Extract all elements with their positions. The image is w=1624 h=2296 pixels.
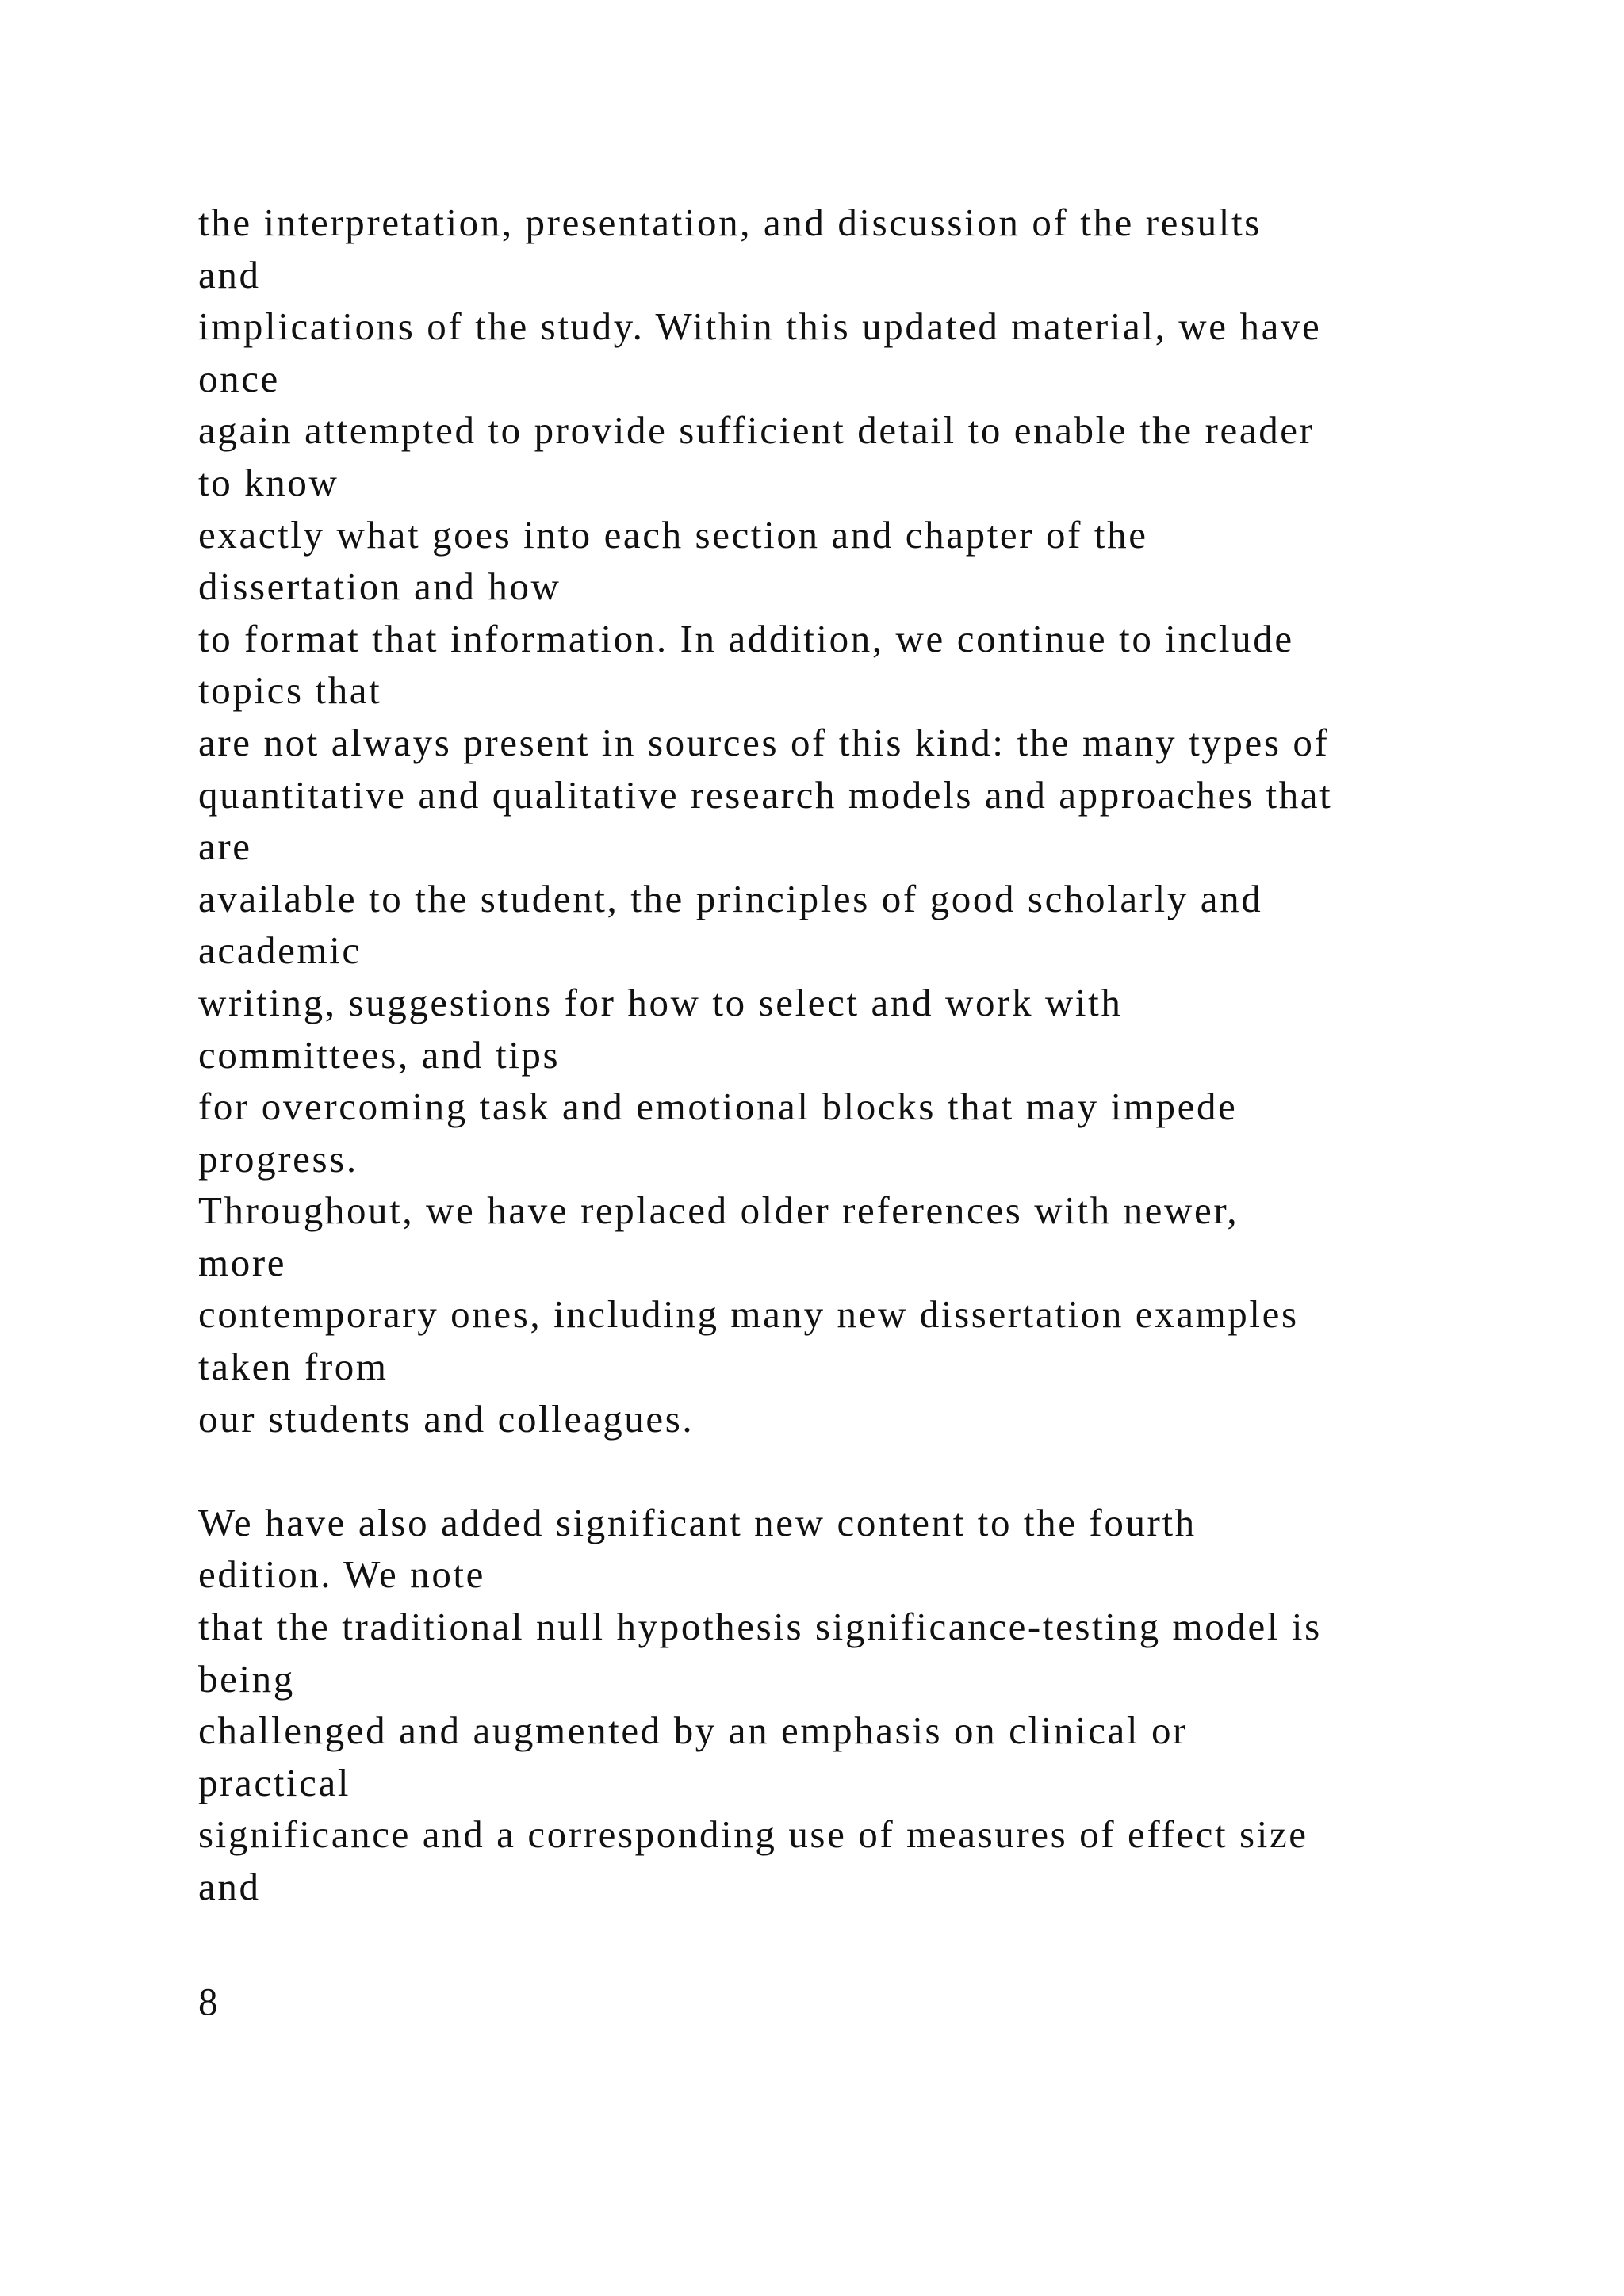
- text-line: are not always present in sources of this kind: the many types of: [198, 720, 1330, 764]
- text-line: the interpretation, presentation, and discussion of the results: [198, 201, 1262, 244]
- text-line: our students and colleagues.: [198, 1396, 695, 1441]
- text-line: academic: [198, 928, 362, 973]
- text-line: topics that: [198, 668, 382, 713]
- text-line: dissertation and how: [198, 564, 561, 609]
- text-line: quantitative and qualitative research models and approaches that: [198, 772, 1333, 817]
- text-line: implications of the study. Within this updated material, we have: [198, 304, 1322, 349]
- text-line: taken from: [198, 1345, 389, 1389]
- text-line: more: [198, 1240, 287, 1284]
- text-line: practical: [198, 1760, 351, 1804]
- text-line: significance and a corresponding use of measures of effect size: [198, 1812, 1308, 1857]
- text-line: Throughout, we have replaced older references with newer,: [198, 1188, 1239, 1233]
- text-line: We have also added significant new content to the fourth: [198, 1500, 1197, 1544]
- text-line: exactly what goes into each section and chapter of the: [198, 512, 1148, 557]
- text-line: and: [198, 252, 261, 297]
- text-line: to format that information. In addition, we continue to include: [198, 616, 1294, 660]
- text-line: contemporary ones, including many new dissertation examples: [198, 1292, 1299, 1337]
- text-line: available to the student, the principles of good scholarly and: [198, 876, 1263, 920]
- paragraph-spacer: [198, 1445, 1499, 1497]
- text-line: writing, suggestions for how to select and work with: [198, 980, 1123, 1024]
- text-line: progress.: [198, 1136, 358, 1181]
- paragraph-2: [198, 1497, 1499, 1913]
- text-line: challenged and augmented by an emphasis on clinical or: [198, 1709, 1188, 1753]
- text-line: being: [198, 1656, 295, 1701]
- text-line: to know: [198, 460, 339, 504]
- paragraph-1: [198, 197, 1499, 1445]
- text-line: that the traditional null hypothesis significance-testing model is: [198, 1605, 1322, 1649]
- text-line: are: [198, 825, 252, 869]
- body-text: [198, 197, 1499, 1913]
- text-line: once: [198, 356, 280, 400]
- text-line: for overcoming task and emotional blocks that may impede: [198, 1085, 1238, 1129]
- text-line: edition. We note: [198, 1552, 485, 1597]
- page-number: 8: [198, 1980, 218, 2023]
- text-line: again attempted to provide sufficient detail to enable the reader: [198, 408, 1315, 453]
- text-line: committees, and tips: [198, 1032, 561, 1077]
- text-line: and: [198, 1865, 261, 1908]
